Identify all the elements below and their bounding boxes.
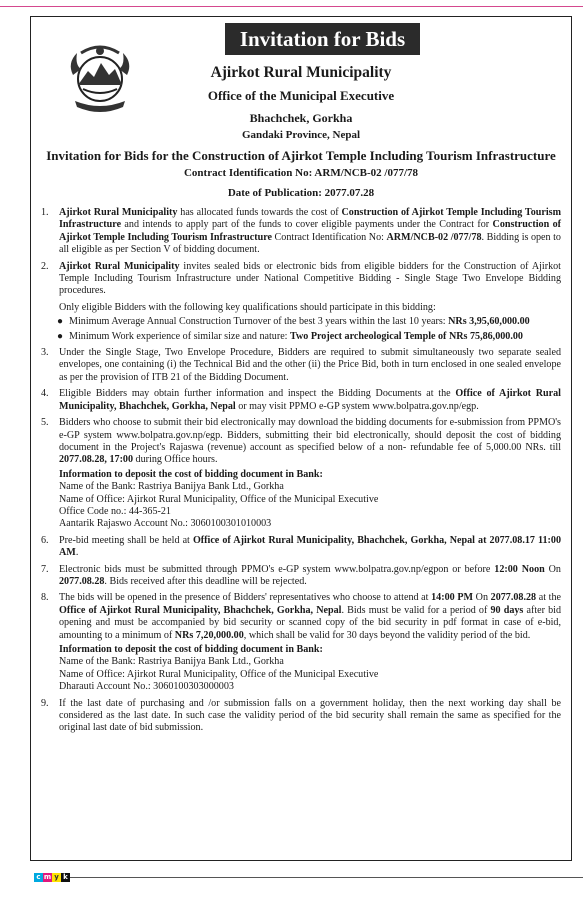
clause-text: after bid opening and must be accompanied by bid security or scanned copy of the bid security in pdf format in case of e-bid, amounting to a minimum of	[59, 604, 562, 641]
clause-text: at the	[536, 592, 561, 604]
cmyk-yellow-swatch: y	[52, 873, 61, 882]
clause-text: and intends to apply part of the funds to cover eligible payments under the Contract for	[121, 219, 493, 231]
bank-info-heading: Information to deposit the cost of bidding document in Bank:	[59, 644, 323, 655]
bank-name: Name of the Bank: Rastriya Banijya Bank Ltd., Gorkha	[59, 481, 284, 493]
clause-number: 2.	[41, 260, 49, 272]
province-name: Gandaki Province, Nepal	[241, 129, 361, 141]
clause-number: 3.	[41, 347, 49, 359]
bullet-icon: ●	[57, 330, 64, 342]
clause-text: invites sealed bids or electronic bids from eligible bidders for the Construction of Ajirkot Temple Including Tourism Infrastructure under National Competitive Bidding - Single Stage Two Envelope Bidding procedures.	[59, 260, 561, 297]
clause-text: .	[75, 547, 79, 559]
clause-number: 6.	[41, 534, 49, 546]
clause-text: If the last date of purchasing and /or submission falls on a government holiday, then the next working day shall be considered as the last date. In such case the validity period of the bid security shall remain the same as specified for the original last date of bid submission.	[59, 697, 561, 734]
clause-text: . Bids received after this deadline will be rejected.	[104, 575, 307, 587]
office-name: Office of the Municipal Executive	[207, 88, 395, 103]
clause-4	[39, 388, 561, 413]
clause-5	[39, 417, 561, 467]
clause-text: The bids will be opened in the presence of Bidders' representatives who choose to attend at	[59, 592, 432, 604]
clause-6	[39, 535, 561, 560]
notice-body	[39, 207, 561, 739]
clause-text: 2077.08.28	[490, 592, 537, 604]
clause-1	[39, 207, 561, 257]
clause-text: Construction of Ajirkot Temple Including Tourism Infrastructure	[59, 207, 562, 231]
clause-7	[39, 564, 561, 589]
bullet-text: Minimum Average Annual Construction Turnover of the best 3 years within the last 10 years:	[69, 316, 449, 328]
qualifications-intro: Only eligible Bidders with the following key qualifications should participate in this bidding:	[59, 301, 436, 313]
clause-text: Office of Ajirkot Rural Municipality, Bhachchek, Gorkha, Nepal at 2077.08.17 11:00 AM	[59, 534, 562, 559]
bank-info-block	[59, 469, 561, 531]
clause-text: Pre-bid meeting shall be held at	[59, 534, 193, 546]
bullet-text: Minimum Work experience of similar size and nature:	[69, 330, 290, 342]
notice-frame	[30, 16, 572, 861]
clause-text: Contract Identification No:	[272, 231, 387, 243]
clause-text: . Bidding is open to all eligible as per Section V of bidding document.	[59, 231, 561, 256]
notice-title-bar: Invitation for Bids	[225, 23, 420, 55]
clause-text: Ajirkot Rural Municipality	[59, 260, 180, 272]
bank-info-heading: Information to deposit the cost of bidding document in Bank:	[59, 468, 323, 480]
cmyk-cyan-swatch: c	[34, 873, 43, 882]
clause-text: 14:00 PM	[431, 592, 474, 604]
clause-text: Electronic bids must be submitted through PPMO's e-GP system www.bolpatra.gov.np/egpon or before	[59, 563, 495, 575]
bullet-icon: ●	[57, 316, 64, 328]
clause-text: during Office hours.	[133, 454, 218, 466]
bank-account-number: Aantarik Rajaswo Account No.: 3060100301010003	[59, 518, 272, 530]
clause-2	[39, 261, 561, 298]
clause-text: ARM/NCB-02 /077/78	[386, 231, 482, 243]
clause-text: 12:00 Noon	[494, 563, 545, 575]
top-accent-line	[0, 6, 583, 7]
notice-subject: Invitation for Bids for the Construction of Ajirkot Temple Including Tourism Infrastructure	[46, 148, 556, 163]
clause-number: 4.	[41, 388, 49, 400]
clause-text: , which shall be valid for 30 days beyond the validity period of the bid.	[243, 629, 531, 641]
clause-text: On	[473, 592, 491, 604]
bank-office-name: Name of Office: Ajirkot Rural Municipality, Office of the Municipal Executive	[59, 493, 379, 505]
clause-text: 2077.08.28	[59, 575, 105, 587]
clause-text: Office of Ajirkot Rural Municipality, Bhachchek, Gorkha, Nepal	[59, 604, 342, 616]
clause-text: Bidders who choose to submit their bid electronically may download the bidding documents for e-submission from PPMO's e-GP system www.bolpatra.gov.np/egp. Bidders, submitting their bid electronically, should deposit the cost of bidding document in the Project's Rajaswa (revenue) account as specified below of a non- refundable fee of 5,000.00 NRs. till	[59, 417, 561, 453]
clause-text: or may visit PPMO e-GP system www.bolpatra.gov.np/egp.	[235, 400, 479, 412]
clause-3	[39, 347, 561, 384]
cmyk-black-swatch: k	[61, 873, 70, 882]
clause-text: 2077.08.28, 17:00	[59, 454, 134, 466]
bullet-text: Two Project archeological Temple of NRs 75,86,000.00	[290, 330, 523, 342]
clause-text: Construction of Ajirkot Temple Including Tourism Infrastructure	[59, 219, 561, 243]
bullet-text: NRs 3,95,60,000.00	[448, 316, 530, 328]
clause-text: Under the Single Stage, Two Envelope Procedure, Bidders are required to submit simultaneously two separate sealed envelopes, one containing (i) the Technical Bid and the other (ii) the Price Bid, both in turn enclosed in one sealed envelope as per the provision of ITB 21 of the Bidding Document.	[59, 347, 561, 383]
clause-8	[39, 592, 561, 642]
clause-number: 1.	[41, 207, 49, 218]
clause-text: Office of Ajirkot Rural Municipality, Bhachchek, Gorkha, Nepal	[59, 388, 561, 412]
bottom-rule	[70, 877, 583, 878]
clause-number: 9.	[41, 697, 49, 709]
qualification-bullet	[39, 316, 561, 328]
publication-date: Date of Publication: 2077.07.28	[227, 187, 375, 199]
clause-text: On	[544, 563, 561, 575]
bank-office-name: Name of Office: Ajirkot Rural Municipality, Office of the Municipal Executive	[59, 668, 379, 680]
cmyk-print-mark	[34, 873, 70, 882]
municipality-name: Ajirkot Rural Municipality	[210, 64, 392, 81]
bank-account-number: Dharauti Account No.: 3060100303000003	[59, 681, 234, 693]
clause-9	[39, 698, 561, 735]
clause-number: 8.	[41, 592, 49, 604]
clause-number: 5.	[41, 417, 49, 429]
contract-id: Contract Identification No: ARM/NCB-02 /077/78	[183, 167, 419, 179]
clause-text: NRs 7,20,000.00	[174, 629, 244, 641]
clause-text: has allocated funds towards the cost of	[177, 207, 342, 218]
clause-text: . Bids must be valid for a period of	[341, 604, 491, 616]
clause-text: Ajirkot Rural Municipality	[59, 207, 178, 218]
bank-office-code: Office Code no.: 44-365-21	[59, 505, 171, 517]
clause-text: 90 days	[490, 604, 524, 616]
bank-name: Name of the Bank: Rastriya Banijya Bank Ltd., Gorkha	[59, 656, 284, 668]
office-location: Bhachchek, Gorkha	[249, 111, 353, 125]
clause-number: 7.	[41, 563, 49, 575]
qualification-bullet	[39, 331, 561, 343]
clause-text: Eligible Bidders may obtain further information and inspect the Bidding Documents at the	[59, 388, 456, 400]
cmyk-magenta-swatch: m	[43, 873, 52, 881]
bank-info-block	[59, 644, 561, 694]
